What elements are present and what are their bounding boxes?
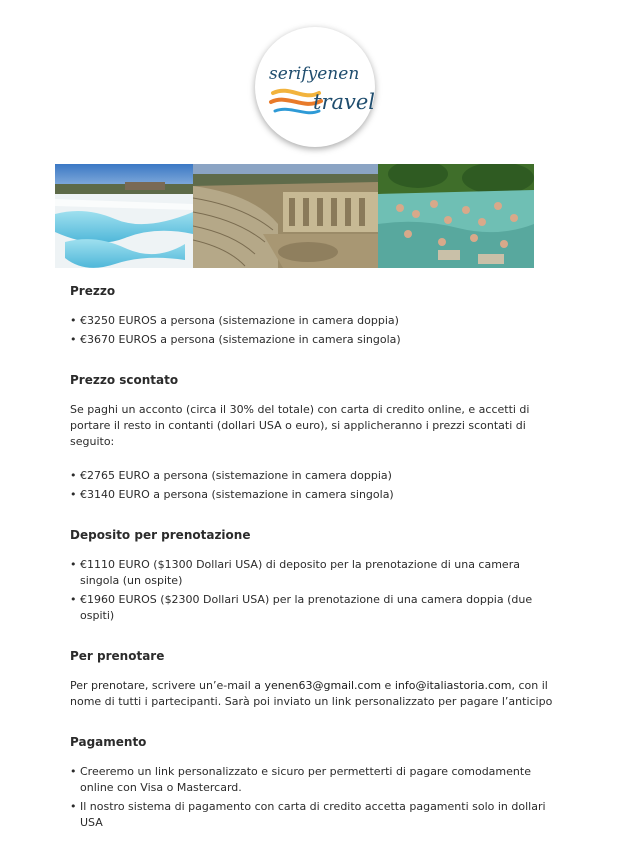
section-title-scontato: Prezzo scontato xyxy=(70,373,179,387)
logo-line1: serifyenen xyxy=(269,64,360,84)
hierapolis-theatre-photo xyxy=(193,164,378,268)
pamukkale-travertines-photo xyxy=(55,164,193,268)
section-title-prenotare: Per prenotare xyxy=(70,649,165,663)
section-title-prezzo: Prezzo xyxy=(70,284,116,298)
serifyenen-travel-logo xyxy=(255,27,375,147)
email-link-italiastoria[interactable]: info@italiastoria.com xyxy=(394,679,512,692)
prezzo-list xyxy=(70,313,560,348)
scontato-list xyxy=(70,468,560,503)
list-item: • €1110 EURO ($1300 Dollari USA) di deposito per la prenotazione di una camera singola (un ospite) xyxy=(70,557,560,589)
section-title-pagamento: Pagamento xyxy=(70,735,147,749)
list-item: • Creeremo un link personalizzato e sicuro per permetterti di pagare comodamente online con Visa o Mastercard. xyxy=(70,764,560,796)
prenotare-text: Per prenotare, scrivere un’e-mail a yenen63@gmail.com e info@italiastoria.com, con il nome di tutti i partecipanti. Sarà poi inviato un link personalizzato per pagare l’anticipo xyxy=(70,679,553,708)
thermal-pool-photo xyxy=(378,164,534,268)
main-content xyxy=(70,283,560,849)
logo-line2: travel xyxy=(313,90,375,114)
section-title-deposito: Deposito per prenotazione xyxy=(70,528,251,542)
list-item: • €1960 EUROS ($2300 Dollari USA) per la prenotazione di una camera doppia (due ospiti) xyxy=(70,592,560,624)
list-item: • Il nostro sistema di pagamento con carta di credito accetta pagamenti solo in dollari USA xyxy=(70,799,560,831)
deposito-list xyxy=(70,557,560,624)
email-link-yenen63[interactable]: yenen63@gmail.com xyxy=(264,679,382,692)
logo-badge xyxy=(255,27,375,147)
list-item: • €3670 EUROS a persona (sistemazione in camera singola) xyxy=(70,332,560,348)
scontato-text: Se paghi un acconto (circa il 30% del totale) con carta di credito online, e accetti di portare il resto in contanti (dollari USA o euro), si applicheranno i prezzi scontati di seguito: xyxy=(70,403,530,448)
list-item: • €3250 EUROS a persona (sistemazione in camera doppia) xyxy=(70,313,560,329)
list-item: • €3140 EURO a persona (sistemazione in camera singola) xyxy=(70,487,560,503)
banner-strip xyxy=(55,164,534,268)
list-item: • €2765 EURO a persona (sistemazione in camera doppia) xyxy=(70,468,560,484)
pagamento-list xyxy=(70,764,560,831)
